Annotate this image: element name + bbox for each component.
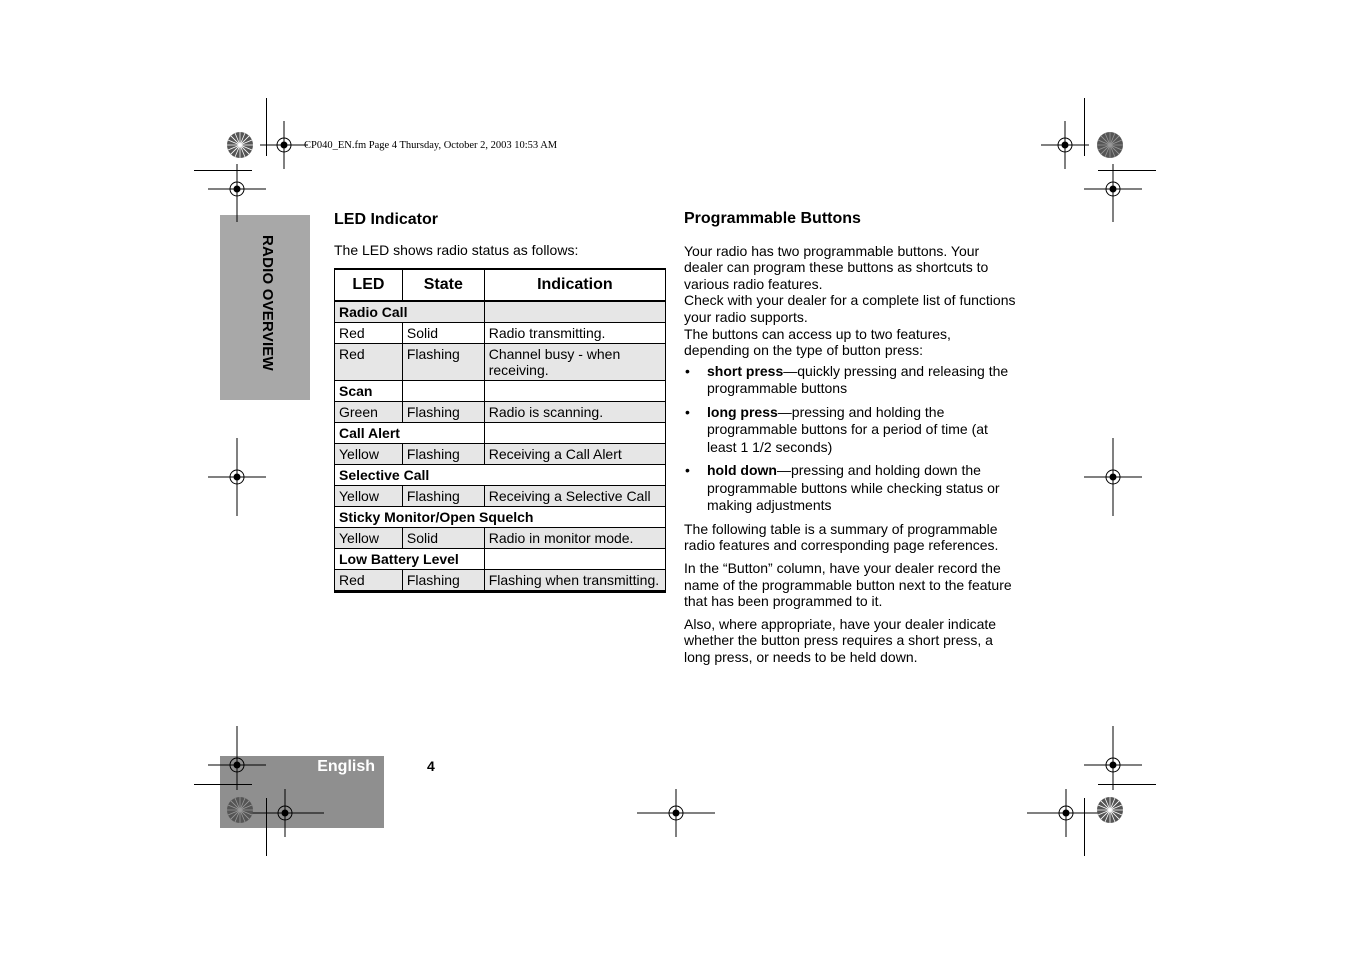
table-row <box>335 444 666 465</box>
footer-language: English <box>317 758 375 775</box>
table-section-row <box>335 423 666 444</box>
bullet-marker: • <box>685 462 690 479</box>
led-cell: Red <box>335 570 403 592</box>
bullet-term: long press <box>707 403 778 420</box>
list-item <box>684 363 1019 398</box>
paragraph: Also, where appropriate, have your dealer indicate whether the button press requires a short press, a long press, or needs to be held down. <box>684 615 997 665</box>
bullet-text: —quickly pressing and releasing the programmable buttons <box>707 362 1009 397</box>
side-tab-label: RADIO OVERVIEW <box>259 235 276 371</box>
section-title: Low Battery Level <box>335 549 485 570</box>
registration-mark-icon <box>208 164 266 222</box>
paragraph: The buttons can access up to two features, depending on the type of button press: <box>684 325 951 359</box>
button-press-list <box>684 363 1019 515</box>
bullet-term: short press <box>707 362 784 379</box>
starburst-target-icon <box>1096 131 1124 159</box>
table-row <box>335 570 666 592</box>
table-row <box>335 528 666 549</box>
paragraph: Your radio has two programmable buttons. Your dealer can program these buttons as shortcuts to various radio features. <box>684 242 989 292</box>
led-cell: Yellow <box>335 528 403 549</box>
list-item <box>684 404 1019 457</box>
paragraph: The following table is a summary of programmable radio features and corresponding page references. <box>684 520 999 554</box>
section-title: Selective Call <box>335 465 666 486</box>
led-indicator-section <box>334 211 666 593</box>
registration-mark-icon <box>208 726 266 790</box>
table-section-row <box>335 507 666 528</box>
bullet-marker: • <box>685 403 690 420</box>
section-title: Scan <box>335 381 403 402</box>
registration-mark-icon <box>208 438 266 516</box>
table-section-row <box>335 301 666 323</box>
registration-mark-icon <box>1084 438 1142 516</box>
indication-cell: Radio transmitting. <box>484 323 665 344</box>
state-cell: Flashing <box>402 486 484 507</box>
led-table <box>334 268 666 593</box>
starburst-target-icon <box>1096 796 1124 824</box>
page-number: 4 <box>427 758 435 774</box>
registration-mark-icon <box>246 789 324 837</box>
table-section-row <box>335 549 666 570</box>
bullet-marker: • <box>685 362 690 379</box>
table-row <box>335 486 666 507</box>
programmable-buttons-heading: Programmable Buttons <box>684 210 861 227</box>
indication-cell: Radio is scanning. <box>484 402 665 423</box>
led-cell: Yellow <box>335 444 403 465</box>
bullet-term: hold down <box>707 462 777 479</box>
led-col-header: LED <box>335 269 403 301</box>
starburst-target-icon <box>226 131 254 159</box>
table-section-row <box>335 381 666 402</box>
paragraph: Check with your dealer for a complete list of functions your radio supports. <box>684 292 1016 325</box>
table-row <box>335 402 666 423</box>
indication-cell: Receiving a Selective Call <box>484 486 665 507</box>
bullet-text: —pressing and holding the programmable buttons for a period of time (at least 1 1/2 seconds) <box>707 403 988 455</box>
led-table-header-row <box>335 269 666 301</box>
led-cell: Red <box>335 344 403 381</box>
state-col-header: State <box>402 269 484 301</box>
registration-mark-icon <box>637 789 715 837</box>
table-row <box>335 323 666 344</box>
indication-col-header: Indication <box>484 269 665 301</box>
section-title: Radio Call <box>335 301 485 323</box>
file-info-header: CP040_EN.fm Page 4 Thursday, October 2, 2003 10:53 AM <box>304 140 558 151</box>
side-tab <box>220 215 310 400</box>
indication-cell: Receiving a Call Alert <box>484 444 665 465</box>
table-section-row <box>335 465 666 486</box>
state-cell: Flashing <box>402 344 484 381</box>
state-cell: Flashing <box>402 444 484 465</box>
registration-mark-icon <box>1084 164 1142 222</box>
led-cell: Yellow <box>335 486 403 507</box>
programmable-buttons-section <box>684 211 1019 666</box>
table-row <box>335 344 666 381</box>
led-intro-text: The LED shows radio status as follows: <box>334 242 579 258</box>
section-title: Sticky Monitor/Open Squelch <box>335 507 666 528</box>
indication-cell: Radio in monitor mode. <box>484 528 665 549</box>
state-cell: Flashing <box>402 402 484 423</box>
led-indicator-heading: LED Indicator <box>334 211 439 228</box>
registration-mark-icon <box>1041 121 1089 169</box>
starburst-target-icon <box>226 796 254 824</box>
state-cell: Solid <box>402 323 484 344</box>
registration-mark-icon <box>260 121 308 169</box>
registration-mark-icon <box>1084 726 1142 790</box>
indication-cell: Flashing when transmitting. <box>484 570 665 592</box>
indication-cell: Channel busy - when receiving. <box>484 344 665 381</box>
bullet-text: —pressing and holding down the programmable buttons while checking status or making adjustments <box>707 462 1000 514</box>
state-cell: Solid <box>402 528 484 549</box>
led-cell: Red <box>335 323 403 344</box>
list-item <box>684 462 1019 515</box>
registration-mark-icon <box>1027 789 1105 837</box>
state-cell: Flashing <box>402 570 484 592</box>
paragraph: In the “Button” column, have your dealer record the name of the programmable button next to the feature that has been programmed to it. <box>684 559 1012 610</box>
led-cell: Green <box>335 402 403 423</box>
section-title: Call Alert <box>335 423 485 444</box>
